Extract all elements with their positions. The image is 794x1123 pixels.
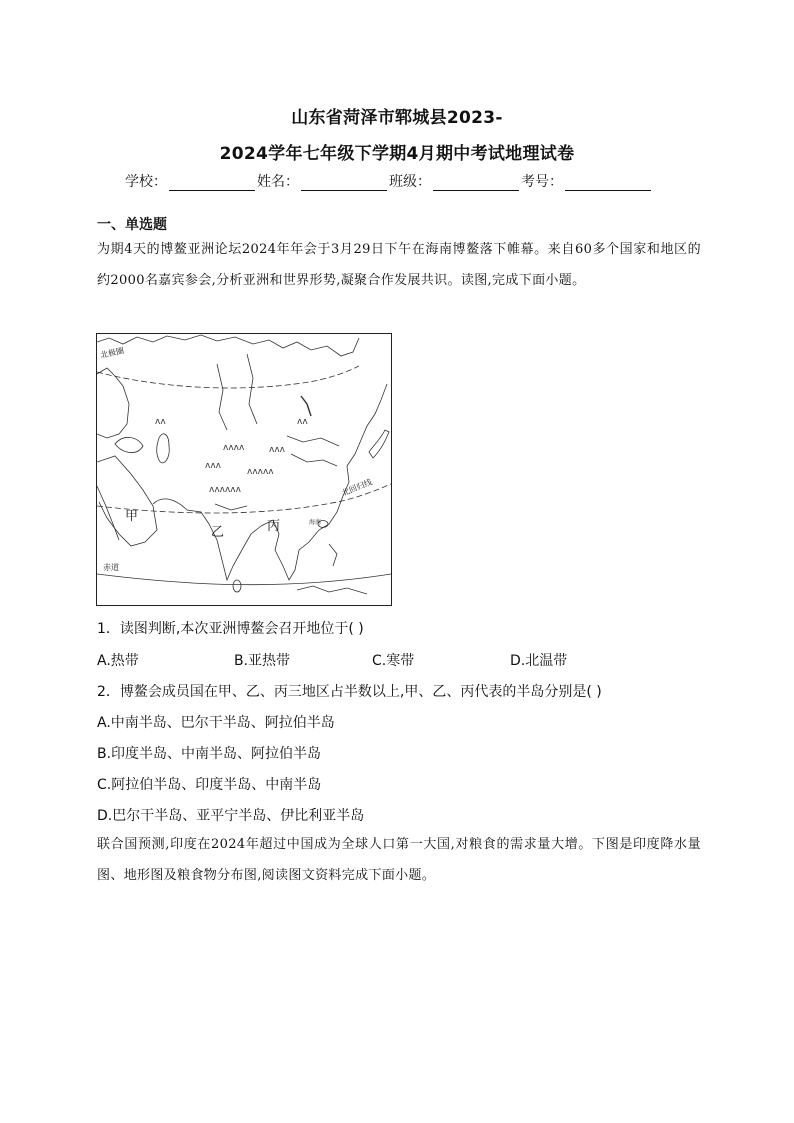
q1-option-d[interactable]: D.北温带	[510, 653, 568, 669]
tropic-of-cancer-label: 北回归线	[340, 477, 374, 498]
japan-island	[369, 430, 389, 458]
red-sea	[97, 486, 119, 540]
indonesia-shape	[297, 586, 367, 594]
section-heading: 一、单选题	[97, 217, 167, 233]
exam-no-blank[interactable]	[565, 175, 651, 191]
arctic-circle-line	[97, 366, 359, 388]
page-title-line2: 2024学年七年级下学期4月期中考试地理试卷	[219, 144, 575, 164]
name-blank[interactable]	[301, 175, 387, 191]
yellow-river	[287, 436, 339, 446]
q1-option-c[interactable]: C.寒带	[372, 653, 415, 669]
question-2-stem: 2．博鳌会成员国在甲、乙、丙三地区占半数以上,甲、乙、丙代表的半岛分别是( )	[97, 684, 602, 700]
passage-2: 联合国预测,印度在2024年超过中国成为全球人口第一大国,对粮食的需求量大增。下图是印度降水量图、地形图及粮食物分布图,阅读图文资料完成下面小题。	[97, 837, 701, 883]
philippines-shape	[329, 544, 337, 566]
caspian-sea	[157, 434, 170, 463]
mountain-symbols	[155, 417, 308, 495]
ganges-river	[215, 504, 247, 510]
svg-text:ᴧᴧ: ᴧᴧ	[297, 417, 308, 427]
svg-text:ᴧᴧᴧᴧᴧ: ᴧᴧᴧᴧᴧ	[247, 467, 274, 477]
yangtze-river	[291, 454, 337, 466]
school-field[interactable]	[125, 171, 257, 191]
label-jia: 甲	[125, 509, 139, 524]
label-hainan: 海南	[309, 519, 322, 526]
school-label: 学校：	[125, 174, 167, 190]
class-label: 班级：	[389, 174, 431, 190]
svg-text:ᴧᴧᴧᴧ: ᴧᴧᴧᴧ	[223, 443, 245, 453]
black-sea	[115, 437, 143, 452]
q1-option-a[interactable]: A.热带	[97, 653, 139, 669]
equator-line	[97, 574, 391, 585]
svg-text:ᴧᴧᴧ: ᴧᴧᴧ	[205, 461, 221, 471]
question-1-stem: 1．读图判断,本次亚洲博鳌会召开地位于( )	[97, 621, 364, 637]
passage-1: 为期4天的博鳌亚洲论坛2024年年会于3月29日下午在海南博鳌落下帷幕。来自60多个国家和地区的约2000名嘉宾参会,分析亚洲和世界形势,凝聚合作发展共识。读图,完成下面小题。	[97, 242, 701, 288]
arctic-circle-label: 北极圈	[99, 346, 125, 360]
river-1	[217, 364, 227, 430]
q1-option-b[interactable]: B.亚热带	[234, 653, 291, 669]
asia-map-figure	[96, 333, 392, 606]
class-blank[interactable]	[433, 175, 519, 191]
exam-no-field[interactable]	[521, 171, 653, 191]
q2-option-c[interactable]: C.阿拉伯半岛、印度半岛、中南半岛	[97, 777, 322, 793]
svg-text:ᴧᴧ: ᴧᴧ	[155, 417, 166, 427]
class-field[interactable]	[389, 171, 521, 191]
exam-no-label: 考号：	[521, 174, 563, 190]
name-field[interactable]	[257, 171, 389, 191]
equator-label: 赤道	[103, 563, 119, 572]
east-asia-coast	[329, 384, 387, 524]
school-blank[interactable]	[169, 175, 255, 191]
north-coastline	[97, 335, 359, 356]
svg-text:ᴧᴧᴧᴧᴧᴧ: ᴧᴧᴧᴧᴧᴧ	[209, 485, 241, 495]
page-title-line1: 山东省菏泽市郓城县2023-	[291, 108, 503, 128]
q2-option-d[interactable]: D.巴尔干半岛、亚平宁半岛、伊比利亚半岛	[97, 808, 365, 824]
sri-lanka-shape	[233, 580, 241, 592]
asia-map-svg	[97, 334, 391, 605]
label-yi: 乙	[211, 525, 225, 540]
arabia-coast	[97, 456, 157, 546]
india-coast	[153, 499, 261, 580]
svg-text:ᴧᴧᴧ: ᴧᴧᴧ	[269, 445, 285, 455]
name-label: 姓名：	[257, 174, 299, 190]
student-info-line	[125, 171, 685, 191]
q2-option-a[interactable]: A.中南半岛、巴尔干半岛、阿拉伯半岛	[97, 715, 335, 731]
baikal-lake	[301, 396, 311, 416]
label-bing: 丙	[267, 519, 281, 534]
river-2	[247, 354, 257, 424]
q2-option-b[interactable]: B.印度半岛、中南半岛、阿拉伯半岛	[97, 746, 322, 762]
